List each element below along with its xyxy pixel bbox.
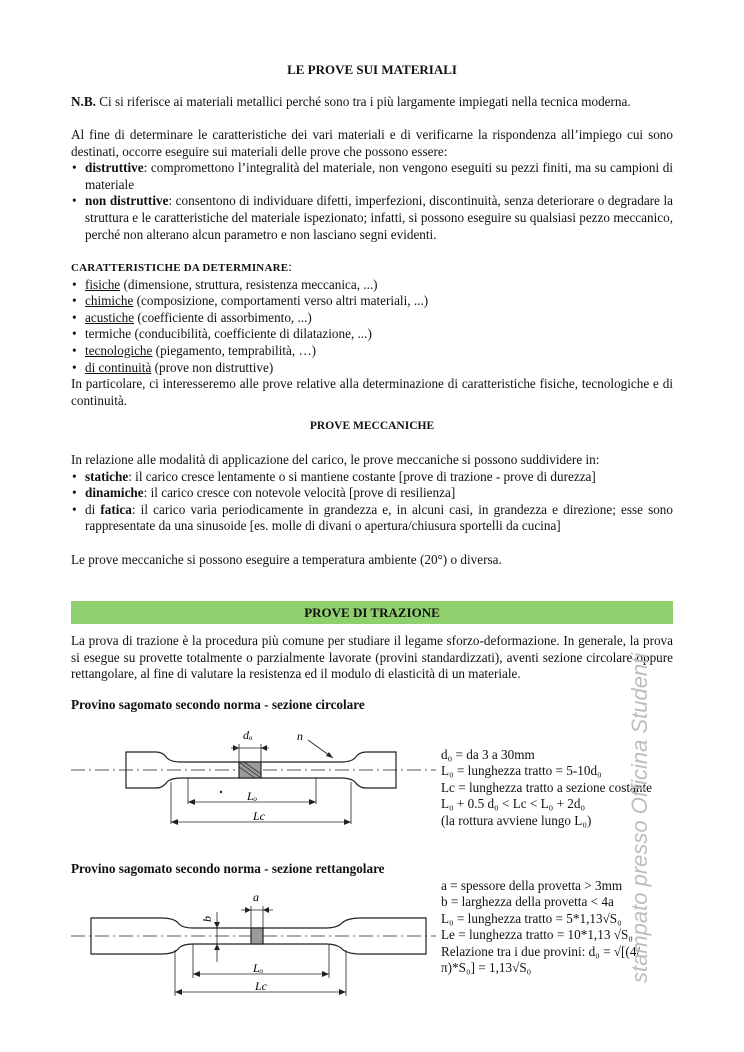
spec-line: L₀ = lunghezza tratto = 5-10d₀ [441, 763, 602, 779]
list-item-term: non distruttive [85, 193, 169, 209]
provino-rettangolare-heading: Provino sagomato secondo norma - sezione rettangolare [71, 861, 385, 876]
list-item-text: (conducibilità, coefficiente di dilatazione, ...) [131, 326, 372, 342]
list-item [71, 310, 673, 327]
list-item [71, 293, 673, 310]
spec-line: Lc = lunghezza tratto a sezione costante [441, 779, 653, 795]
watermark [600, 540, 670, 1020]
label-l0: Lₒ [253, 961, 264, 975]
list-item-term: di continuità [85, 359, 152, 375]
list-item-text: : il carico varia periodicamente in grandezza e, in alcuni casi, in grandezza e direzione; esse sono rappresentate da una sinusoide [es. molle di divani o apertura/chiusura sportelli da cucina] [85, 501, 673, 534]
nb-text: Ci si riferisce ai materiali metallici perché sono tra i più largamente impiegati nella tecnica moderna. [95, 94, 631, 109]
list-item-text: : consentono di individuare difetti, imperfezioni, discontinuità, senza deteriorare o degradare la struttura e le caratteristiche del materiale ispezionato; infatti, si possono eseguire su qualsiasi pezzo meccanico, perché non alterano alcun parametro e non lasciano segni evidenti. [85, 193, 673, 242]
list-item [71, 277, 673, 294]
label-lc: Lc [255, 979, 267, 993]
list-item-text: (composizione, comportamenti verso altri materiali, ...) [133, 293, 429, 309]
list-item-text: (coefficiente di assorbimento, ...) [134, 309, 312, 325]
section-heading: PROVE DI TRAZIONE [304, 605, 440, 620]
nb-label: N.B. [71, 94, 96, 109]
spec-line: d₀ = da 3 a 30mm [441, 747, 535, 762]
list-item-term: tecnologiche [85, 342, 153, 358]
label-n: n [297, 729, 303, 743]
prove-meccaniche-intro: In relazione alle modalità di applicazione del carico, le prove meccaniche si possono suddividere in: [71, 452, 600, 467]
list-item [71, 343, 673, 360]
label-b: b [200, 916, 214, 922]
prove-trazione-text: La prova di trazione è la procedura più comune per studiare il legame sforzo-deformazione. In generale, la prova si esegue su provette totalmente o parzialmente lavorate (provini standardizzati), aventi sezione circolare oppure rettangolare, al fine di valutare la resistenza ed il modulo di elasticità di un materiale. [71, 633, 673, 682]
section-heading: PROVE MECCANICHE [309, 420, 435, 432]
spec-line: b = larghezza della provetta < 4a [441, 894, 614, 910]
list-item [71, 193, 673, 243]
spec-line: a = spessore della provetta > 3mm [441, 878, 623, 893]
list-item [71, 485, 673, 502]
spec-line: L₀ = lunghezza tratto = 5*1,13√S₀ [441, 910, 622, 926]
intro-paragraph [71, 127, 673, 243]
list-item-text: : il carico cresce con notevole velocità [prove di resilienza] [143, 485, 456, 501]
section-heading: CARATTERISTICHE DA DETERMINARE [71, 262, 289, 274]
list-item-text: : compromettono l’integralità del materiale, non vengono eseguiti su pezzi finiti, ma su campioni di materiale [85, 160, 673, 192]
list-item-term: statiche [85, 468, 129, 484]
list-item-text: (piegamento, temprabilità, …) [152, 342, 317, 358]
provino-circolare-heading: Provino sagomato secondo norma - sezione circolare [71, 697, 365, 712]
list-item [71, 469, 673, 486]
list-item-term: dinamiche [85, 485, 144, 501]
list-item-term: fatica [100, 501, 132, 517]
prove-trazione-banner [71, 601, 673, 624]
list-item-prefix: di [85, 501, 101, 517]
list-item-text: (prove non distruttive) [151, 359, 274, 375]
heading-colon: : [288, 259, 292, 274]
provino-circolare-specs [441, 747, 741, 829]
list-item-text: (dimensione, struttura, resistenza meccanica, ...) [120, 276, 378, 292]
list-item-term: distruttive [85, 160, 144, 176]
spec-line: L₀ + 0.5 d₀ < Lc < L₀ + 2d₀ [441, 796, 586, 812]
list-item [71, 326, 673, 343]
page-title: LE PROVE SUI MATERIALI [287, 62, 457, 77]
spec-line: Le = lunghezza tratto = 10*1,13 √S₀ [441, 927, 633, 943]
caratteristiche-section [71, 259, 673, 409]
list-item [71, 502, 673, 535]
provino-rettangolare-specs [441, 878, 741, 976]
intro-text: Al fine di determinare le caratteristiche dei vari materiali e di verificarne la rispondenza all’impiego cui sono destinati, occorre eseguire sui materiali delle prove che possono essere: [71, 127, 673, 159]
list-item-term: fisiche [85, 276, 121, 292]
prove-meccaniche-section [71, 452, 673, 535]
nb-note [71, 94, 673, 111]
list-item-term: termiche [85, 326, 132, 342]
caratteristiche-conclusion: In particolare, ci interesseremo alle prove relative alla determinazione di caratteristiche fisiche, tecnologiche e di continuità. [71, 376, 673, 408]
watermark-text: stampato presso Officina Studenti [627, 652, 652, 983]
label-l0: Lₒ [247, 789, 258, 803]
label-a: a [253, 890, 259, 904]
list-item [71, 360, 673, 377]
spec-line: (la rottura avviene lungo L₀) [441, 812, 592, 828]
list-item [71, 160, 673, 193]
prove-meccaniche-list [71, 469, 673, 535]
spec-line: Relazione tra i due provini: d₀ = √[(4/ [441, 943, 641, 959]
prove-meccaniche-note: Le prove meccaniche si possono eseguire a temperatura ambiente (20°) o diversa. [71, 552, 502, 567]
list-item-term: chimiche [85, 293, 134, 309]
label-d0: dₒ [243, 728, 253, 742]
caratteristiche-list [71, 277, 673, 377]
provino-rettangolare-diagram [71, 884, 436, 1004]
spec-line: π)*S₀] = 1,13√S₀ [441, 960, 532, 976]
prove-types-list [71, 160, 673, 243]
list-item-text: : il carico cresce lentamente o si mantiene costante [prove di trazione - prove di durezza] [128, 468, 596, 484]
label-lc: Lc [253, 809, 265, 823]
provino-circolare-diagram [71, 722, 436, 832]
list-item-term: acustiche [85, 309, 135, 325]
